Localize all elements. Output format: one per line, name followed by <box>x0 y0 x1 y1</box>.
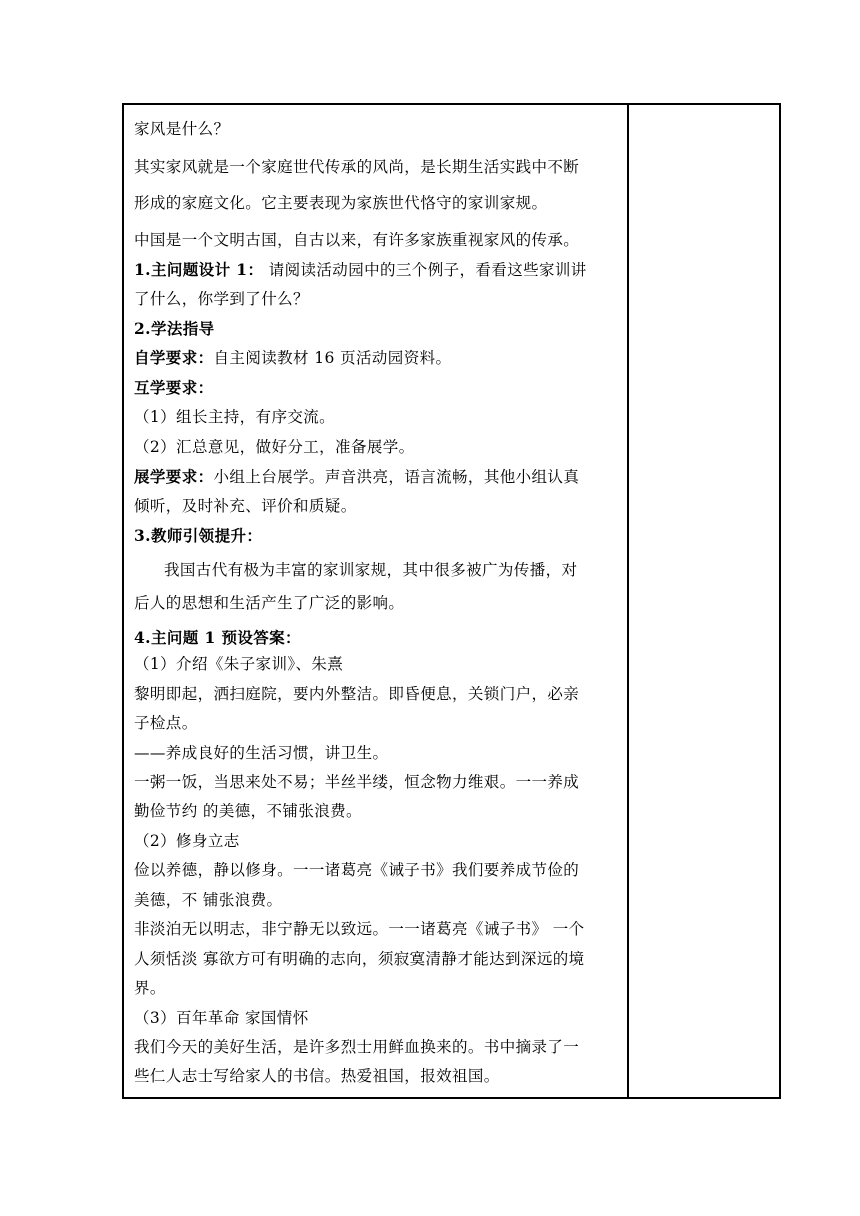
line-text: 非淡泊无以明志，非宁静无以致远。一一诸葛亮《诫子书》 一个 <box>134 920 585 938</box>
text-line <box>134 888 282 910</box>
text-line <box>134 1035 579 1057</box>
line-text: 家风是什么？ <box>134 120 230 138</box>
text-line <box>134 524 262 546</box>
line-text: 其实家风就是一个家庭世代传承的风尚，是长期生活实践中不断 <box>134 158 580 176</box>
line-text: （2）汇总意见，做好分工，准备展学。 <box>134 438 415 456</box>
text-line <box>134 626 301 648</box>
line-text: 界。 <box>134 979 166 997</box>
text-line <box>134 652 343 674</box>
line-heading: 1.主问题设计 1： <box>134 260 264 279</box>
text-line <box>134 682 579 704</box>
line-heading: 3.教师引领提升： <box>134 526 263 545</box>
line-text: 一粥一饭，当思来处不易；半丝半缕，恒念物力维艰。一一养成 <box>134 773 580 791</box>
line-text: 俭以养德，静以修身。一一诸葛亮《诫子书》我们要养成节俭的 <box>134 861 580 879</box>
line-heading: 自学要求： <box>134 348 214 367</box>
line-text: 勤俭节约 的美德，不铺张浪费。 <box>134 802 362 820</box>
text-line <box>134 494 357 516</box>
text-line <box>134 829 240 851</box>
lesson-table <box>122 103 781 1099</box>
line-text: 自主阅读教材 16 页活动园资料。 <box>213 349 452 367</box>
line-text: 形成的家庭文化。它主要表现为家族世代恪守的家训家规。 <box>134 194 548 212</box>
line-text: 些仁人志士写给家人的书信。热爱祖国，报效祖国。 <box>134 1067 500 1085</box>
text-line <box>134 858 579 880</box>
line-text: （3）百年革命 家国情怀 <box>134 1009 309 1027</box>
text-line <box>134 1006 309 1028</box>
line-text: 中国是一个文明古国，自古以来，有许多家族重视家风的传承。 <box>134 231 580 249</box>
text-line <box>134 117 229 139</box>
text-line <box>134 258 587 280</box>
text-line <box>134 376 214 398</box>
line-text: 后人的思想和生活产生了广泛的影响。 <box>134 594 405 612</box>
text-line <box>134 465 579 487</box>
line-text: 了什么，你学到了什么？ <box>134 290 309 308</box>
text-line <box>134 917 585 939</box>
line-heading: 2.学法指导 <box>134 319 215 338</box>
text-line <box>134 711 198 733</box>
text-line <box>134 287 309 309</box>
text-line <box>134 228 579 250</box>
text-line <box>134 1064 500 1086</box>
line-heading: 展学要求： <box>134 467 214 486</box>
text-line <box>134 947 585 969</box>
text-line <box>134 155 579 177</box>
line-text: 人须恬淡 寡欲方可有明确的志向，须寂寞清静才能达到深远的境 <box>134 950 585 968</box>
text-line <box>134 741 388 763</box>
text-line <box>134 558 577 580</box>
line-text: 美德，不 铺张浪费。 <box>134 891 283 909</box>
line-text: 我国古代有极为丰富的家训家规，其中很多被广为传播，对 <box>164 561 578 579</box>
text-line <box>134 591 404 613</box>
line-text: 倾听，及时补充、评价和质疑。 <box>134 497 357 515</box>
line-text: 请阅读活动园中的三个例子，看看这些家训讲 <box>263 261 587 279</box>
line-text: 子检点。 <box>134 714 198 732</box>
line-text: 小组上台展学。声音洪亮，语言流畅，其他小组认真 <box>213 468 580 486</box>
text-line <box>134 770 579 792</box>
text-line <box>134 317 215 339</box>
text-line <box>134 799 362 821</box>
line-text: 黎明即起，洒扫庭院，要内外整洁。即昏便息，关锁门户，必亲 <box>134 685 580 703</box>
text-line <box>134 191 547 213</box>
text-line <box>134 976 166 998</box>
line-text: （1）介绍《朱子家训》、朱熹 <box>134 655 344 673</box>
line-text: ——养成良好的生活习惯，讲卫生。 <box>134 744 389 762</box>
line-text: （1）组长主持，有序交流。 <box>134 408 336 426</box>
line-text: （2）修身立志 <box>134 832 240 850</box>
notes-cell <box>629 105 779 1097</box>
text-line <box>134 435 415 457</box>
text-line <box>134 346 451 368</box>
line-heading: 互学要求： <box>134 378 214 397</box>
text-line <box>134 405 335 427</box>
line-heading: 4.主问题 1 预设答案： <box>134 628 301 647</box>
line-text: 我们今天的美好生活，是许多烈士用鲜血换来的。书中摘录了一 <box>134 1038 580 1056</box>
